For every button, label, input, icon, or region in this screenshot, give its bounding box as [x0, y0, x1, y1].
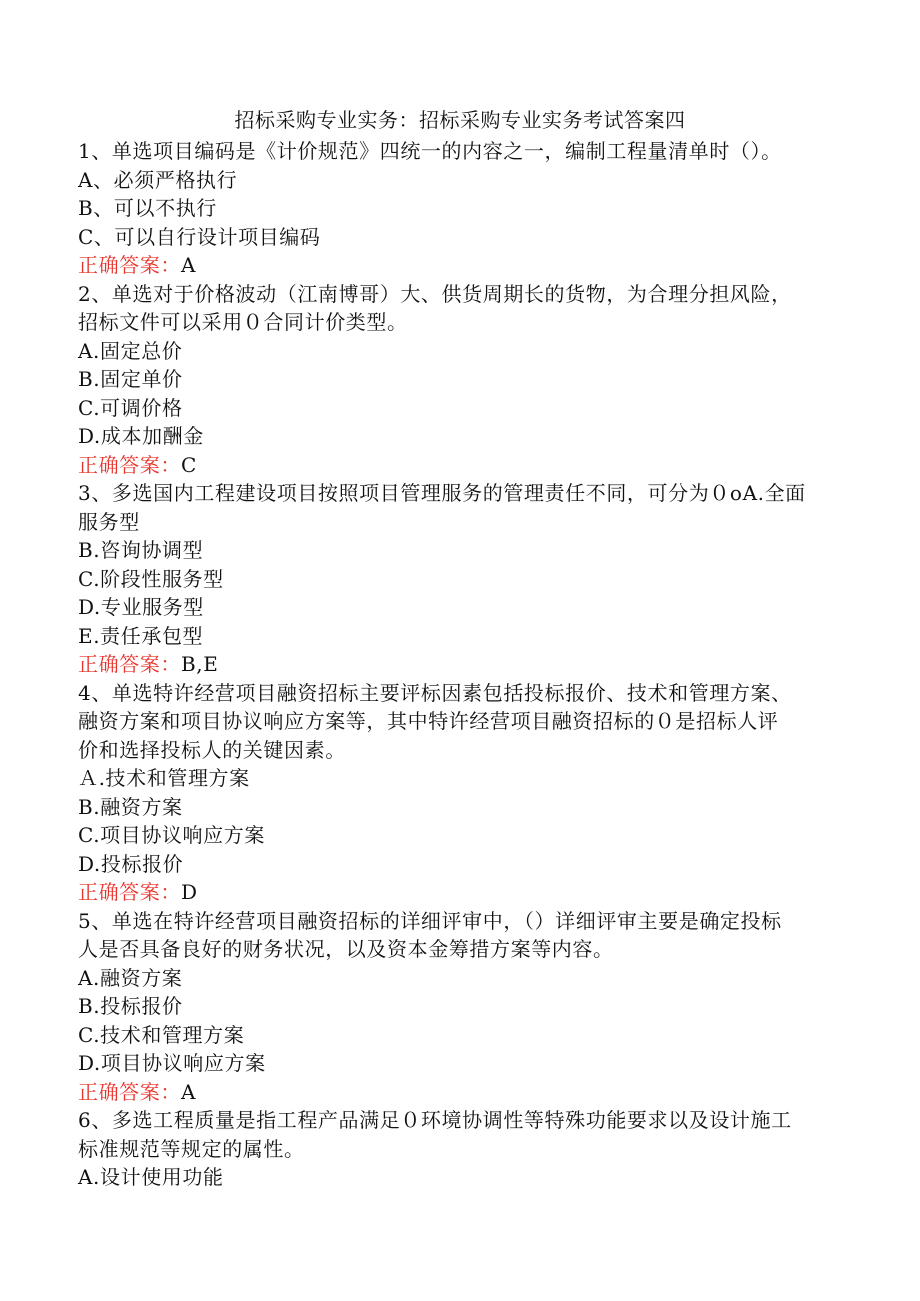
correct-answer-label: 正确答案：: [78, 1079, 181, 1104]
correct-answer: [78, 650, 838, 679]
question-stem-line: 4、单选特许经营项目融资招标主要评标因素包括投标报价、技术和管理方案、: [78, 680, 792, 705]
question-block: [78, 479, 838, 679]
correct-answer: [78, 451, 838, 480]
question-stem-line: 标准规范等规定的属性。: [78, 1136, 305, 1161]
question-stem-line: 3、多选国内工程建设项目按照项目管理服务的管理责任不同，可分为０oA.全面: [78, 481, 806, 505]
question-stem-line: 5、单选在特许经营项目融资招标的详细评审中，（）详细评审主要是确定投标: [78, 908, 782, 933]
answer-option: C.阶段性服务型: [78, 566, 224, 591]
correct-answer-label: 正确答案：: [78, 253, 181, 277]
correct-answer-value: C: [181, 452, 197, 477]
answer-option: C.可调价格: [78, 395, 183, 420]
correct-answer-label: 正确答案：: [78, 880, 181, 904]
answer-option: B.投标报价: [78, 994, 183, 1018]
answer-option: A.固定总价: [78, 338, 183, 363]
answer-option: C.技术和管理方案: [78, 1022, 245, 1047]
question-stem-line: 融资方案和项目协议响应方案等，其中特许经营项目融资招标的０是招标人评: [78, 709, 779, 733]
correct-answer: [78, 1078, 838, 1107]
question-block: [78, 1106, 838, 1192]
correct-answer: [78, 251, 838, 280]
correct-answer-value: B,E: [181, 652, 219, 676]
question-block: [78, 679, 838, 907]
question-stem-line: 6、多选工程质量是指工程产品满足０环境协调性等特殊功能要求以及设计施工: [78, 1108, 792, 1132]
document-title: 招标采购专业实务：招标采购专业实务考试答案四: [234, 108, 686, 132]
answer-option: D.投标报价: [78, 851, 184, 876]
question-stem-line: 1、单选项目编码是《计价规范》四统一的内容之一，编制工程量清单时（）。: [78, 139, 782, 163]
question-stem-line: 服务型: [78, 509, 140, 534]
answer-option: D.项目协议响应方案: [78, 1051, 266, 1075]
answer-option: C、可以自行设计项目编码: [78, 224, 321, 249]
question-block: [78, 907, 838, 1107]
question-stem-line: 价和选择投标人的关键因素。: [78, 737, 346, 762]
correct-answer-value: D: [181, 880, 198, 904]
answer-option: B.融资方案: [78, 794, 183, 819]
correct-answer: [78, 878, 838, 907]
question-stem-line: 人是否具备良好的财务状况，以及资本金筹措方案等内容。: [78, 937, 614, 961]
question-stem-line: 招标文件可以采用０合同计价类型。: [78, 310, 408, 334]
question-list: [78, 137, 838, 1192]
correct-answer-value: A: [181, 253, 197, 277]
answer-option: B.咨询协调型: [78, 538, 204, 562]
question-block: [78, 137, 838, 280]
answer-option: E.责任承包型: [78, 623, 204, 648]
question-stem-line: 2、单选对于价格波动（江南博哥）大、供货周期长的货物，为合理分担风险，: [78, 281, 792, 306]
answer-option: D.专业服务型: [78, 595, 204, 619]
correct-answer-label: 正确答案：: [78, 452, 181, 477]
answer-option: B.固定单价: [78, 367, 183, 391]
question-block: [78, 280, 838, 480]
answer-option: A、必须严格执行: [78, 167, 238, 192]
answer-option: D.成本加酬金: [78, 424, 204, 448]
correct-answer-label: 正确答案：: [78, 652, 181, 676]
correct-answer-value: A: [181, 1079, 197, 1104]
answer-option: C.项目协议响应方案: [78, 823, 265, 847]
answer-option: B、可以不执行: [78, 196, 217, 220]
answer-option: A.融资方案: [78, 965, 183, 990]
answer-option: Ａ.技术和管理方案: [78, 766, 250, 790]
answer-option: A.设计使用功能: [78, 1165, 224, 1189]
